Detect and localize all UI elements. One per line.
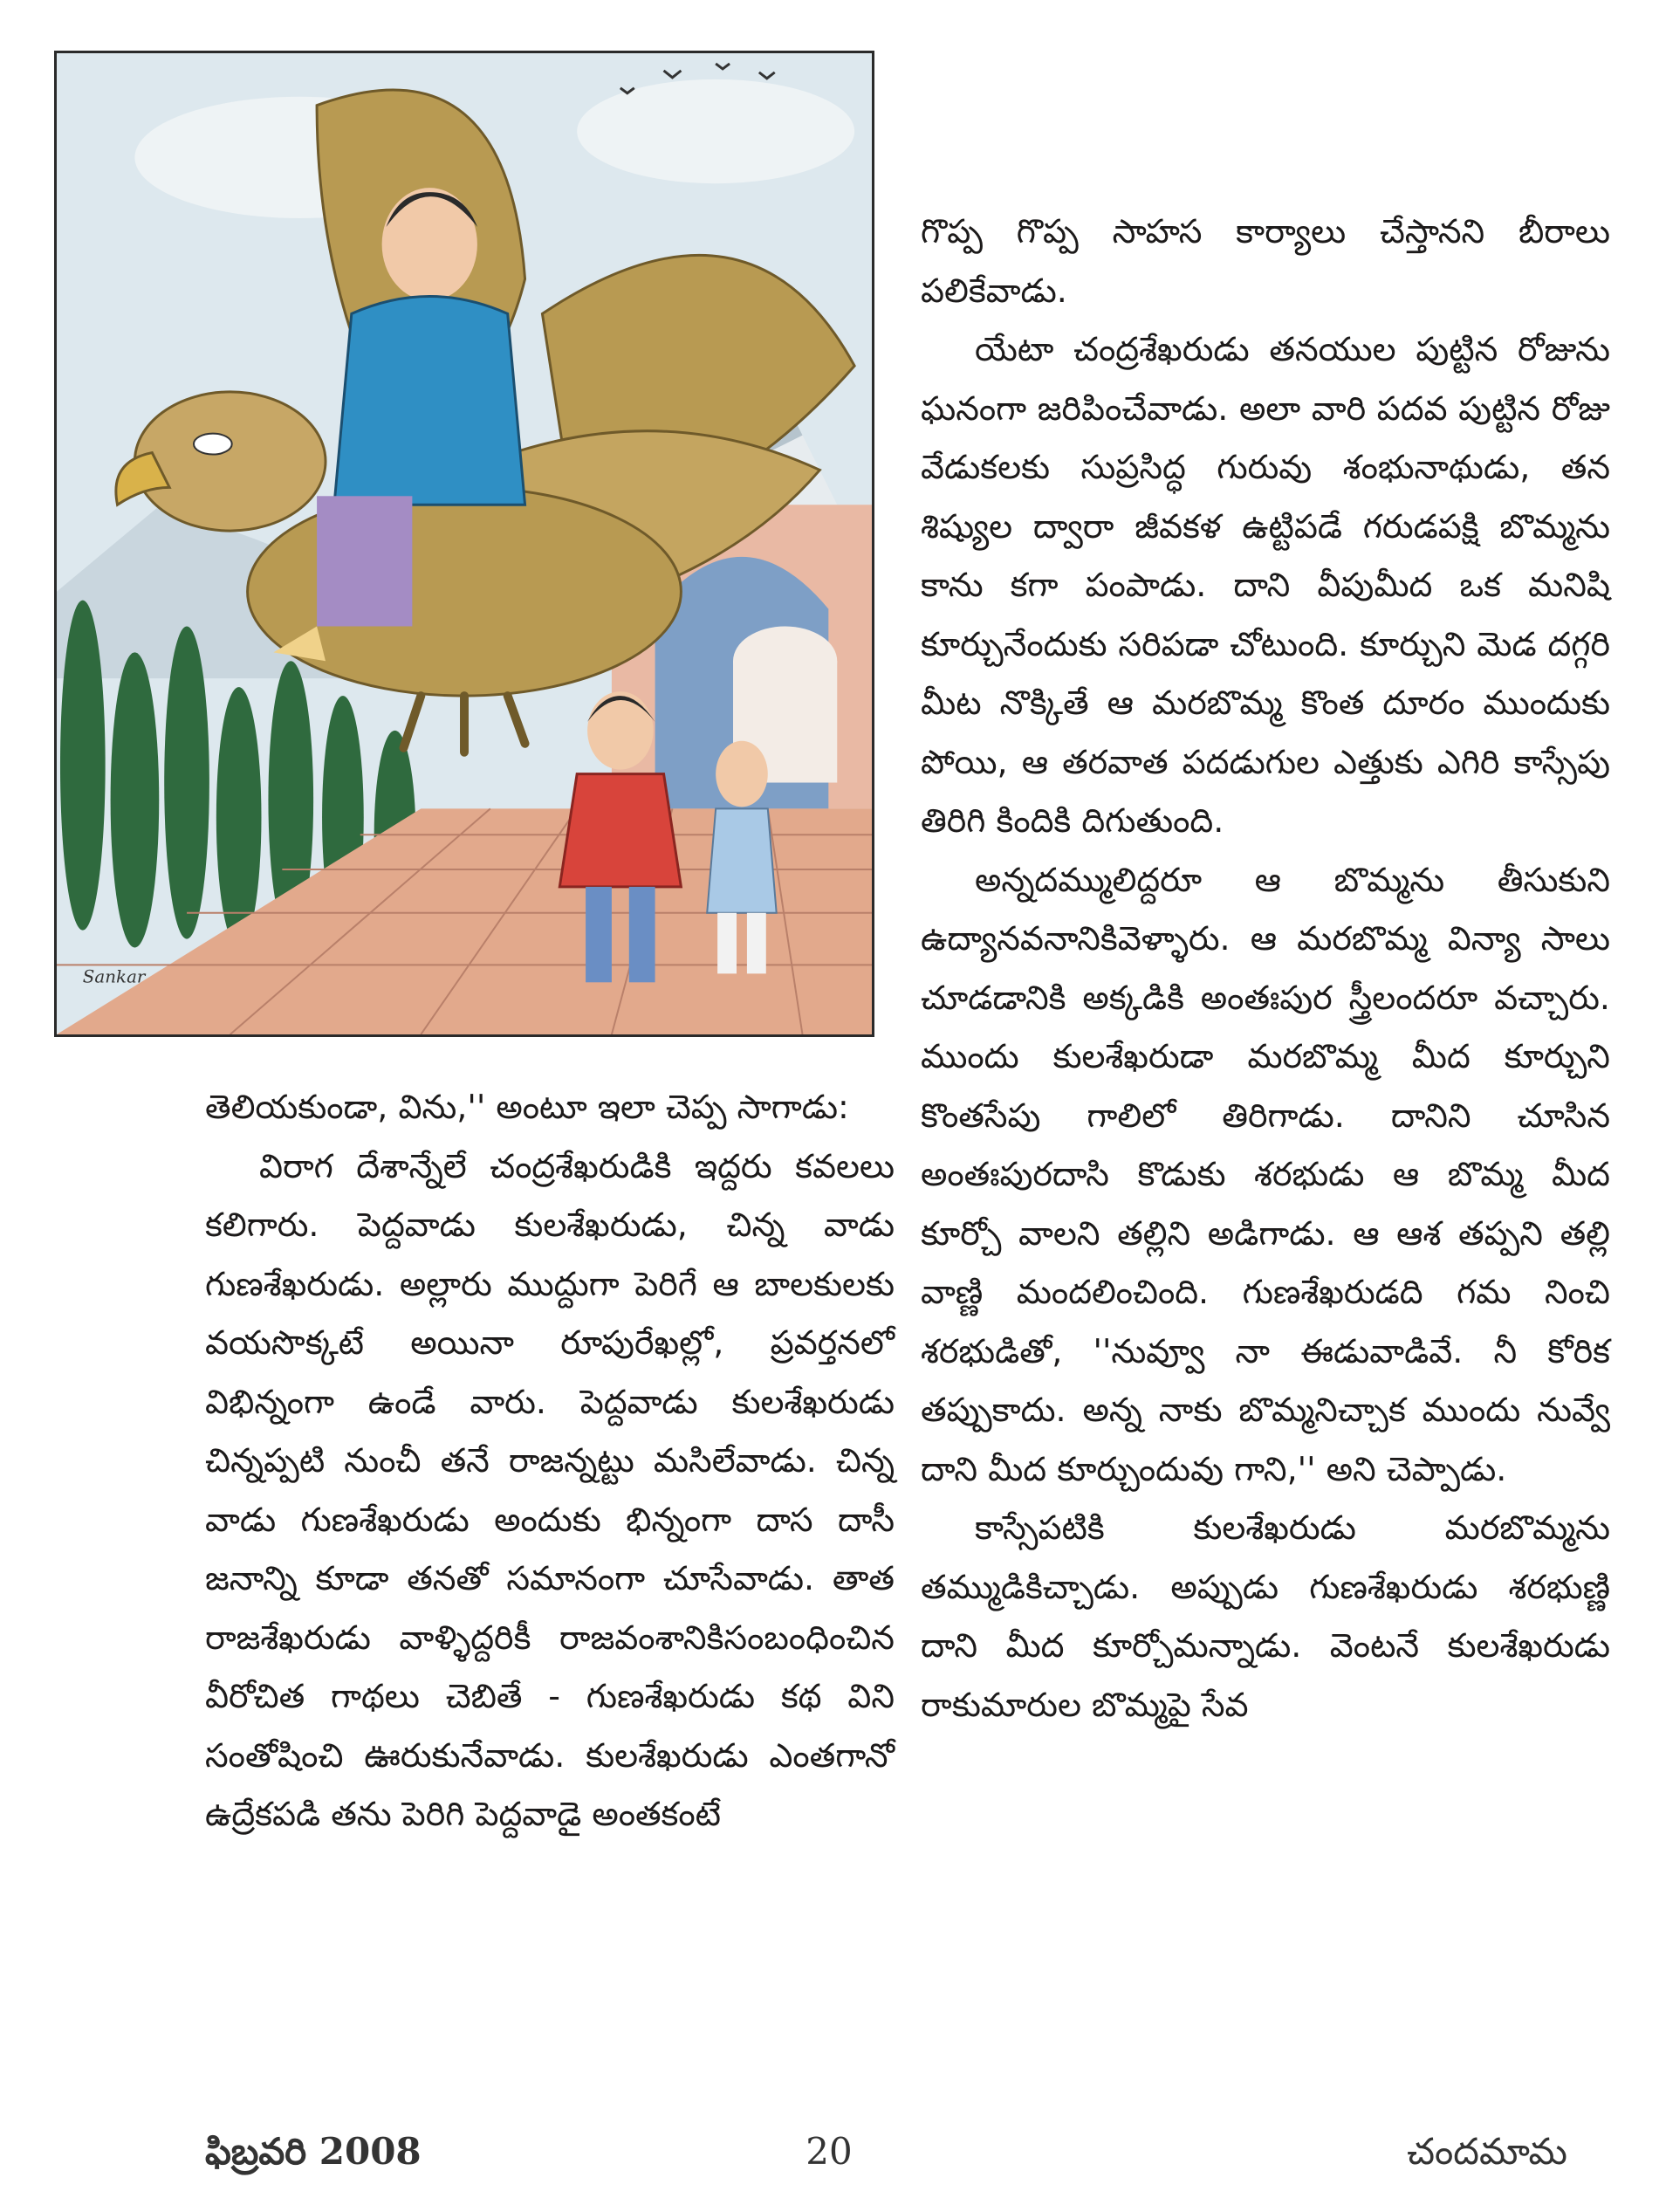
paragraph: విరాగ దేశాన్నేలే చంద్రశేఖరుడికి ఇద్దరు కవలలు కలిగారు. పెద్దవాడు కులశేఖరుడు, చిన్న వాడు గుణశేఖరుడు. అల్లారు ముద్దుగా పెరిగే ఆ బాలకులకు వయసొక్కటే అయినా రూపురేఖల్లో, ప్రవర్తనలో విభిన్నంగా ఉండే వారు. పెద్దవాడు కులశేఖరుడు చిన్నప్పటి నుంచీ తనే రాజన్నట్టు మసిలేవాడు. చిన్న వాడు గుణశేఖరుడు అందుకు భిన్నంగా దాస దాసీ జనాన్ని కూడా తనతో సమానంగా చూసేవాడు. తాత రాజశేఖరుడు వాళ్ళిద్దరికీ రాజవంశానికిసంబంధించిన వీరోచిత గాథలు చెబితే - గుణశేఖరుడు కథ విని సంతోషించి ఊరుకునేవాడు. కులశేఖరుడు ఎంతగానో ఉద్రేకపడి తను పెరిగి పెద్దవాడై అంతకంటే — [205, 1146, 895, 1833]
page-footer — [0, 2130, 1659, 2182]
paragraph: అన్నదమ్ములిద్దరూ ఆ బొమ్మను తీసుకుని ఉద్యానవనానికివెళ్ళారు. ఆ మరబొమ్మ విన్యా సాలు చూడడానికి అక్కడికి అంతఃపుర స్త్రీలందరూ వచ్చారు. ముందు కులశేఖరుడా మరబొమ్మ మీద కూర్చుని కొంతసేపు గాలిలో తిరిగాడు. దానిని చూసిన అంతఃపురదాసి కొడుకు శరభుడు ఆ బొమ్మ మీద కూర్చో వాలని తల్లిని అడిగాడు. ఆ ఆశ తప్పని తల్లి వాణ్ణి మందలించింది. గుణశేఖరుడది గమ నించి శరభుడితో, ''నువ్వూ నా ఈడువాడివే. నీ కోరిక తప్పుకాదు. అన్న నాకు బొమ్మనిచ్చాక ముందు నువ్వే దాని మీద కూర్చుందువు గాని,'' అని చెప్పాడు. — [921, 860, 1610, 1488]
right-column — [921, 203, 1610, 1735]
illustration-scene — [57, 53, 872, 1034]
paragraph: తెలియకుండా, విను,'' అంటూ ఇలా చెప్ప సాగాడు: — [205, 1088, 849, 1126]
paragraph: యేటా చంద్రశేఖరుడు తనయుల పుట్టిన రోజును ఘనంగా జరిపించేవాడు. అలా వారి పదవ పుట్టిన రోజు వేడుకలకు సుప్రసిద్ధ గురువు శంభునాథుడు, తన శిష్యుల ద్వారా జీవకళ ఉట్టిపడే గరుడపక్షి బొమ్మను కాను కగా పంపాడు. దాని వీపుమీద ఒక మనిషి కూర్చునేందుకు సరిపడా చోటుంది. కూర్చుని మెడ దగ్గరి మీట నొక్కితే ఆ మరబొమ్మ కొంత దూరం ముందుకు పోయి, ఆ తరవాత పదడుగుల ఎత్తుకు ఎగిరి కాస్సేపు తిరిగి కిందికి దిగుతుంది. — [921, 330, 1610, 840]
story-illustration — [54, 51, 874, 1037]
left-column — [205, 1078, 895, 1844]
magazine-name: చందమామ — [1407, 2130, 1567, 2173]
artist-signature: Sankar — [82, 966, 146, 987]
paragraph: గొప్ప గొప్ప సాహస కార్యాలు చేస్తానని బీరాలు పలికేవాడు. — [921, 212, 1610, 310]
issue-date: ఫిబ్రవరి 2008 — [205, 2130, 422, 2173]
paragraph: కాస్సేపటికి కులశేఖరుడు మరబొమ్మను తమ్ముడికిచ్చాడు. అప్పుడు గుణశేఖరుడు శరభుణ్ణి దాని మీద కూర్చోమన్నాడు. వెంటనే కులశేఖరుడు రాకుమారుల బొమ్మపై సేవ — [921, 1508, 1610, 1724]
page-number: 20 — [806, 2130, 853, 2173]
